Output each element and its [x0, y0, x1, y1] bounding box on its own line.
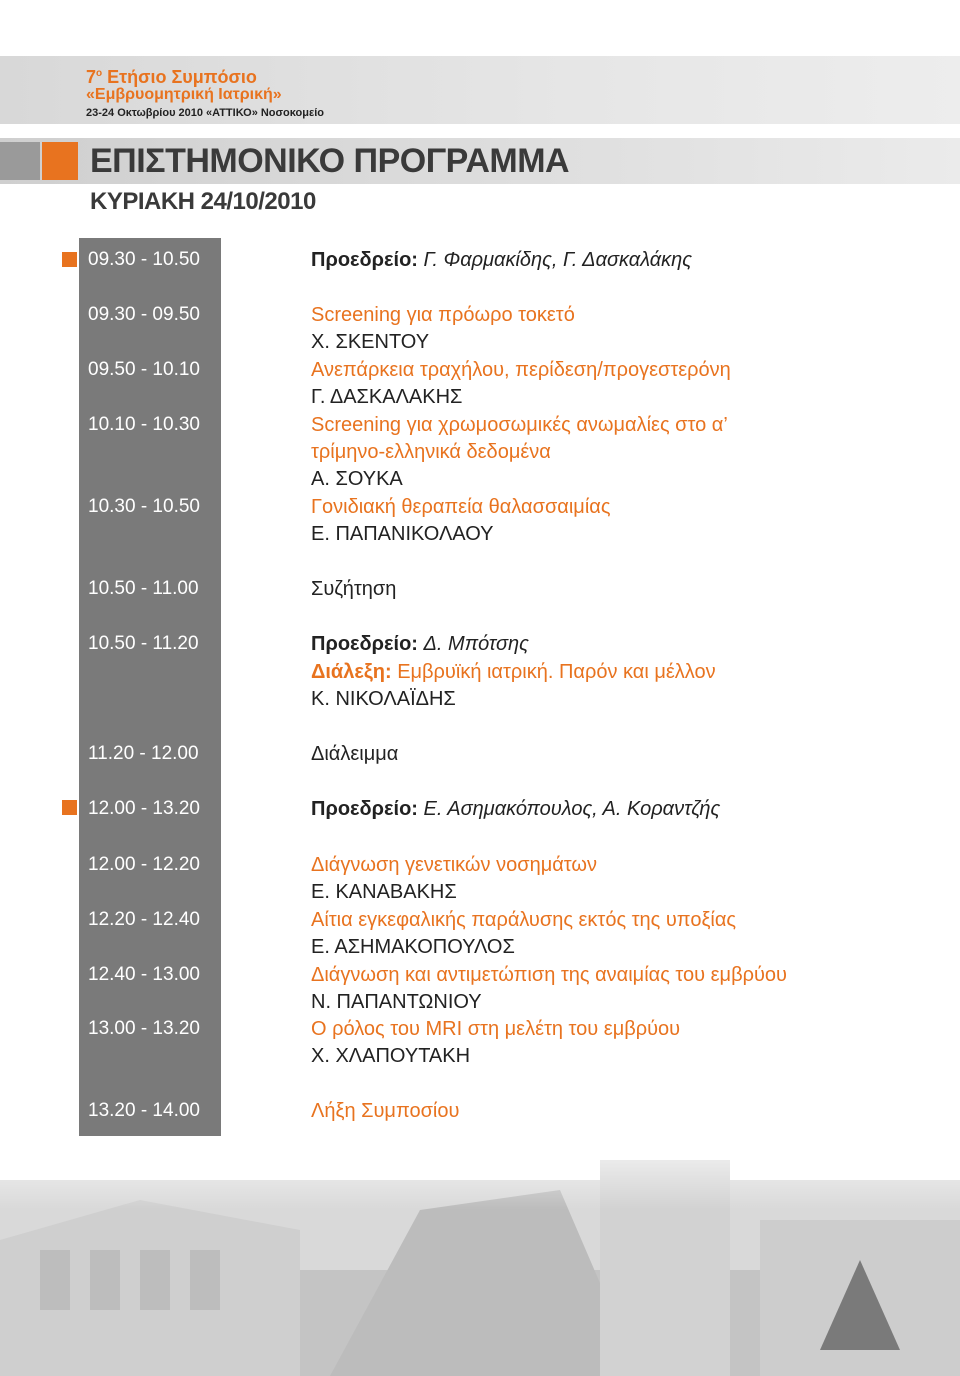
time-slot: 10.50 - 11.00 — [88, 578, 199, 599]
time-slot: 09.50 - 10.10 — [88, 359, 200, 380]
talk-title: Γονιδιακή θεραπεία θαλασσαιμίας — [311, 496, 611, 518]
time-slot: 13.20 - 14.00 — [88, 1100, 200, 1121]
talk-title: Screening για πρόωρο τοκετό — [311, 304, 575, 326]
time-slot: 09.30 - 09.50 — [88, 304, 200, 325]
talk-speaker: Α. ΣΟΥΚΑ — [311, 468, 403, 490]
time-slot: 10.50 - 11.20 — [88, 633, 199, 654]
chair-label: Προεδρείο: — [311, 798, 418, 820]
talk-title: Ο ρόλος του MRI στη μελέτη του εμβρύου — [311, 1018, 681, 1040]
time-slot: 12.00 - 13.20 — [88, 798, 200, 819]
discussion-label: Συζήτηση — [311, 578, 397, 600]
talk-speaker: Ε. ΑΣΗΜΑΚΟΠΟΥΛΟΣ — [311, 936, 515, 958]
chair-row — [311, 797, 720, 821]
time-slot: 12.40 - 13.00 — [88, 964, 200, 985]
time-slot: 09.30 - 10.50 — [88, 249, 200, 270]
time-slot: 12.00 - 12.20 — [88, 854, 200, 875]
talk-title: Ανεπάρκεια τραχήλου, περίδεση/προγεστερόνη — [311, 359, 731, 381]
talk-speaker: Ν. ΠΑΠΑΝΤΩΝΙΟΥ — [311, 991, 482, 1013]
talk-title: Screening για χρωμοσωμικές ανωμαλίες στο α’ — [311, 414, 728, 436]
chair-label: Προεδρείο: — [311, 249, 418, 271]
gray-square-decoration — [0, 142, 40, 180]
symposium-number-suffix: ο — [96, 68, 103, 79]
symposium-title — [86, 64, 257, 87]
time-slot: 13.00 - 13.20 — [88, 1018, 200, 1039]
talk-title: Διάγνωση και αντιμετώπιση της αναιμίας του εμβρύου — [311, 964, 787, 986]
chair-row — [311, 632, 529, 656]
session-marker — [62, 252, 77, 267]
talk-title: Αίτια εγκεφαλικής παράλυσης εκτός της υποξίας — [311, 909, 737, 931]
symposium-number: 7 — [86, 67, 97, 87]
time-slot: 10.10 - 10.30 — [88, 414, 200, 435]
page-title: ΕΠΙΣΤΗΜΟΝΙΚΟ ΠΡΟΓΡΑΜΜΑ — [90, 142, 570, 180]
chair-names: Ε. Ασημακόπουλος, Α. Κοραντζής — [423, 798, 721, 820]
chair-names: Δ. Μπότσης — [423, 633, 529, 655]
talk-speaker: Κ. ΝΙΚΟΛΑΪΔΗΣ — [311, 688, 456, 710]
chair-names: Γ. Φαρμακίδης, Γ. Δασκαλάκης — [423, 249, 693, 271]
time-slot: 11.20 - 12.00 — [88, 743, 199, 764]
symposium-title-text: Ετήσιο Συμπόσιο — [107, 67, 257, 87]
chair-label: Προεδρείο: — [311, 633, 418, 655]
talk-title: Διάγνωση γενετικών νοσημάτων — [311, 854, 598, 876]
talk-speaker: Ε. ΚΑΝΑΒΑΚΗΣ — [311, 881, 457, 903]
lecture-row — [311, 660, 716, 684]
symposium-dates-venue: 23-24 Οκτωβρίου 2010 «ΑΤΤΙΚΟ» Νοσοκομείο — [86, 107, 324, 119]
building-background-image — [0, 1120, 960, 1376]
orange-square-decoration — [42, 142, 78, 180]
lecture-title: Εμβρυϊκή ιατρική. Παρόν και μέλλον — [397, 661, 716, 683]
closing-label: Λήξη Συμποσίου — [311, 1100, 460, 1122]
symposium-subtitle: «Εμβρυομητρική Ιατρική» — [86, 86, 282, 103]
session-marker — [62, 800, 77, 815]
time-slot: 12.20 - 12.40 — [88, 909, 200, 930]
talk-speaker: Χ. ΣΚΕΝΤΟΥ — [311, 331, 430, 353]
talk-speaker: Ε. ΠΑΠΑΝΙΚΟΛΑΟΥ — [311, 523, 494, 545]
break-label: Διάλειμμα — [311, 743, 399, 765]
talk-speaker: Γ. ΔΑΣΚΑΛΑΚΗΣ — [311, 386, 463, 408]
lecture-label: Διάλεξη: — [311, 661, 392, 683]
talk-title-continued: τρίμηνο-ελληνικά δεδομένα — [311, 441, 551, 463]
day-title: ΚΥΡΙΑΚΗ 24/10/2010 — [90, 188, 316, 215]
talk-speaker: Χ. ΧΛΑΠΟΥΤΑΚΗ — [311, 1045, 471, 1067]
time-slot: 10.30 - 10.50 — [88, 496, 200, 517]
chair-row — [311, 248, 692, 272]
